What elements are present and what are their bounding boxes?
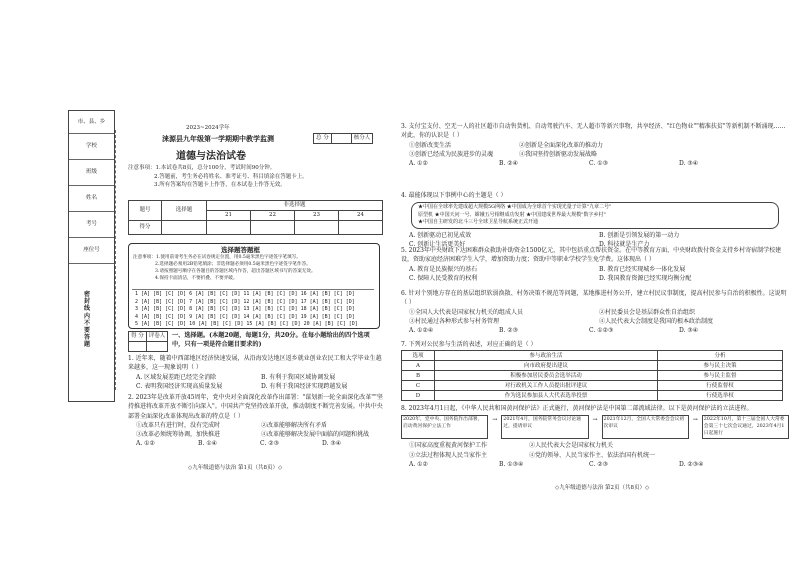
option[interactable]: ①全国人大代表是国家权力机关的组成人员 xyxy=(409,308,524,316)
table-cell: A xyxy=(402,361,435,371)
option[interactable]: C. 创新让生活更美好 xyxy=(409,241,466,249)
table-cell: 参与民主决策 xyxy=(658,361,783,371)
instruction-item: 2.选择题必须用2B铅笔填涂；非选择题必须用0.5毫米黑色字迹签字笔作答。 xyxy=(155,261,311,267)
table-cell: 积极参加居民委员会选举活动 xyxy=(435,371,658,381)
binding-sidebar xyxy=(68,110,115,402)
seal-line xyxy=(115,130,116,390)
arrow-icon: → xyxy=(492,416,498,424)
question-7 xyxy=(401,340,789,401)
answer-choice[interactable]: C. ①③ xyxy=(589,160,608,168)
checker-label: 核分人 xyxy=(351,134,373,144)
answer-choice[interactable]: B. ①③④ xyxy=(499,461,524,468)
answer-choice[interactable]: C. ②③ xyxy=(589,461,608,468)
question-1 xyxy=(128,354,383,391)
option[interactable]: B. 教育已经实现城乡一体化发展 xyxy=(599,265,686,273)
exam-title: 涞源县九年级第一学期期中教学监测 xyxy=(162,134,274,143)
answer-choice[interactable]: B. ①④ xyxy=(198,440,217,448)
answer-choice[interactable]: D. ③④ xyxy=(679,160,699,168)
option[interactable]: ④改革能够解决发展中面临的问题和挑战 xyxy=(261,431,370,439)
question-3 xyxy=(401,122,789,168)
answer-choice[interactable]: A. ①② xyxy=(409,461,428,468)
answer-choice[interactable]: C. ②③ xyxy=(260,440,279,448)
timeline-step: 2021年4月，国务院常务会议讨论通过，提请审议 xyxy=(501,415,588,439)
question-stem: 2. 2023年是改革开放45周年，党中央对全面深化改革作出部署："谋划新一轮全面深化改革""坚持推进将改革开放不断引向深入"。中国共产党坚持改革开放，推动制度不断完善发展。中共中央部署全面深化改革体现出改革的特点是（ ） xyxy=(128,394,383,420)
timeline-step: 2022年10月，第十三届全国人大常委会第三十七次会议通过，2023年4月1日起施行 xyxy=(702,415,789,439)
question-stem: 1. 近年来，随着中西部地区经济快速发展，从沿海发达地区返乡就业创业农民工和大学毕业生越来越多，这一现象说明（ ） xyxy=(128,355,382,372)
table-row xyxy=(402,381,783,391)
sidebar-class: 班级 xyxy=(69,159,114,186)
answer-row[interactable]: 4 [A] [B] [C] [D] 9 [A] [B] [C] [D] 14 [A] [B] [C] [D] 19 [A] [B] [C] [D] xyxy=(135,313,355,320)
answer-choice[interactable]: D. ③④ xyxy=(679,327,699,335)
option[interactable]: ③改革必须统筹协调，加快推进 xyxy=(136,431,221,439)
question-6 xyxy=(401,289,789,335)
answer-bubbles xyxy=(135,291,358,329)
q7-table xyxy=(401,350,783,401)
arrow-icon: → xyxy=(592,416,598,424)
table-row xyxy=(402,391,783,401)
page-footer: ◇九年级道德与法治 第1页（共8页）◇ xyxy=(188,465,283,471)
option[interactable]: ④人民代表大会制度是我国的根本政治制度 xyxy=(599,317,714,325)
example-line: ★中国自主研发的北斗三号全球卫星导航系统正式开通 xyxy=(418,219,539,226)
option[interactable]: ②人民代表大会是国家权力机关 xyxy=(529,442,614,450)
table-cell: 向市政府提出建议 xyxy=(435,361,658,371)
table-cell: C xyxy=(402,381,435,391)
score-table-subheader: 23 xyxy=(295,211,339,221)
total-score-label: 总 分 xyxy=(314,134,332,144)
score-table-subheader: 24 xyxy=(339,211,383,221)
answer-row[interactable]: 3 [A] [B] [C] [D] 8 [A] [B] [C] [D] 13 [A] [B] [C] [D] 18 [A] [B] [C] [D] xyxy=(135,306,355,312)
table-row xyxy=(402,361,783,371)
question-stem: 6. 针对个别地方存在的基层组织软弱涣散、村务决策不规范等问题，某地推进村务公开，建立村民议事制度，提高村民参与自治的积极性。这说明（ ） xyxy=(401,290,787,307)
answer-choice[interactable]: A. ①② xyxy=(136,440,155,448)
option[interactable]: ②村民委员会是基层群众性自治组织 xyxy=(599,308,696,316)
table-cell: D xyxy=(402,391,435,401)
example-line: 原型机 ★中国天问一号、嫦娥五号相继成功发射 ★中国建成世界最大规模"数字乡村" xyxy=(418,211,606,218)
instruction-item: 4.保持卡面清洁，不要折叠、不要弄破。 xyxy=(155,275,238,281)
arrow-icon: → xyxy=(692,416,698,424)
answer-card-title: 选择题答题框 xyxy=(221,246,260,254)
section-grader-label: 评卷人 xyxy=(146,332,168,342)
instruction-item: 注意事项：1.使用前请考生务必在试卷规定位置，用0.5毫米黑色字迹签字笔填写。 xyxy=(133,255,301,260)
option[interactable]: ②改革能够解决所有矛盾 xyxy=(261,421,328,429)
answer-card-instructions xyxy=(133,255,373,283)
option[interactable]: C. 表明我国经济实现高质量发展 xyxy=(136,382,223,390)
right-page xyxy=(397,0,794,561)
section-title: 一、选择题。(本题20题，每题1分，共20分。在每小题给出的四个选项中，只有一项是符合题目要求的) xyxy=(172,332,370,349)
score-table-header: 非选择题 xyxy=(207,201,383,211)
note-item: 3.所有答案均在答题卡上作答，在本试卷上作答无效。 xyxy=(154,182,286,189)
option[interactable]: A. 区域发展差距已经完全消除 xyxy=(136,373,217,381)
option[interactable]: ①国家高度重视黄河保护工作 xyxy=(409,442,488,450)
question-4 xyxy=(401,191,789,249)
option[interactable]: ③立法过程体现人民当家作主 xyxy=(409,451,488,459)
example-line: ★中国在全球率先建成超大规模5G网络 ★中国成为全球首个实现光量子计算"九章二号" xyxy=(418,204,612,211)
timeline-step: 2021年12月，全国人大常委会会议初次审议 xyxy=(602,415,689,439)
sidebar-seat-no: 座位号 xyxy=(69,237,114,264)
table-cell: 对行政机关工作人员提出批评建议 xyxy=(435,381,658,391)
total-score-box xyxy=(313,133,373,144)
question-8 xyxy=(401,404,789,469)
option[interactable]: B. 创新是引领发展的第一动力 xyxy=(599,231,680,239)
page-footer: ◇九年级道德与法治 第2页（共8页）◇ xyxy=(555,485,650,491)
score-table-subheader: 21 xyxy=(207,211,251,221)
school-year: 2023~2024学年 xyxy=(186,125,230,131)
option[interactable]: ①创新改变生活 xyxy=(409,141,452,149)
option[interactable]: ③创新已经成为民族进步的灵魂 xyxy=(409,150,494,158)
subject-title: 道德与法治试卷 xyxy=(176,151,246,162)
option[interactable]: B. 有利于我国区域协调发展 xyxy=(261,373,336,381)
question-stem: 7. 下列对公民参与生活的表述，对应正确的是（ ） xyxy=(401,341,537,348)
table-cell: B xyxy=(402,371,435,381)
option[interactable]: ④党的领导、人民当家作主、依法治国有机统一 xyxy=(529,451,656,459)
answer-choice[interactable]: D. ③④ xyxy=(322,440,342,448)
question-stem: 8. 2023年4月1日起，《中华人民共和国黄河保护法》正式施行，黄河保护法是中国第二部流域法律。以下是黄河保护法的立法进程。 xyxy=(401,405,753,412)
answer-row[interactable]: 2 [A] [B] [C] [D] 7 [A] [B] [C] [D] 12 [A] [B] [C] [D] 17 [A] [B] [C] [D] xyxy=(135,298,355,305)
sidebar-school: 学校 xyxy=(69,133,114,160)
table-cell: 行使选举权 xyxy=(658,391,783,401)
sidebar-seal-warning: 密封线内不要答题 xyxy=(84,291,91,349)
instruction-item: 3.请按照题号顺序在各题目的答题区域内作答，超出答题区域书写的答案无效。 xyxy=(155,268,316,274)
q4-example-box xyxy=(411,202,779,229)
option[interactable]: ①改革只有进行时，没有完成时 xyxy=(136,421,221,429)
answer-row[interactable]: 1 [A] [B] [C] [D] 6 [A] [B] [C] [D] 11 [A] [B] [C] [D] 16 [A] [B] [C] [D] xyxy=(135,291,355,297)
table-row xyxy=(402,371,783,381)
option[interactable]: A. 创新驱动已初见成效 xyxy=(409,231,472,239)
table-cell: 参与民主监督 xyxy=(658,371,783,381)
answer-choice[interactable]: B. ②④ xyxy=(499,160,518,168)
note-item: 注意事项：1.本试卷共8页，总分100分，考试时间90分钟。 xyxy=(128,165,276,171)
answer-choice[interactable]: B. ②③ xyxy=(499,327,518,335)
question-5 xyxy=(401,246,789,283)
sidebar-name: 姓名 xyxy=(69,185,114,212)
question-stem: 5. 2023年中央财政下达困难群众救助补助资金1500亿元，其中包括重点帮扶资金。在中等教育方面，中央财政拨付资金支持乡村寄宿制学校建设，资助家庭经济困难学生入学，增加资助力度；资助中等职业学校学生免学费。这体现出（ ） xyxy=(401,247,782,264)
q8-timeline xyxy=(401,415,789,439)
option[interactable]: A. 教育是民族振兴的基石 xyxy=(409,265,478,273)
score-table xyxy=(128,200,383,235)
table-header: 选项 xyxy=(402,351,435,361)
option[interactable]: ③村民通过各种形式参与村务管理 xyxy=(409,317,500,325)
table-header: 参与政治生活 xyxy=(435,351,658,361)
section-score-label: 得 分 xyxy=(129,332,147,342)
answer-choice[interactable]: C. ①②③ xyxy=(589,327,614,335)
score-table-subheader: 22 xyxy=(251,211,295,221)
question-stem: 3. 支付宝支付、空无一人的社区超市自动售货机、自动驾驶汽车、无人超市等新兴事物，共享经济、"红色物业""精准扶贫"等新机制不断涌现……对此，你的认识是（ ） xyxy=(401,123,786,140)
score-row-label: 得分 xyxy=(129,221,162,235)
note-item: 2.答题前，考生务必将姓名、准考证号、科目填涂在答题卡上。 xyxy=(154,173,308,180)
score-table-header: 题号 xyxy=(129,201,162,221)
question-2 xyxy=(128,393,383,449)
section-score-box xyxy=(128,331,168,352)
score-table-header: 选择题 xyxy=(162,201,207,221)
sidebar-region-label: 市、县、乡 xyxy=(69,111,114,134)
table-header: 分析 xyxy=(658,351,783,361)
answer-choice[interactable]: D. ②③④ xyxy=(679,461,704,468)
answer-card xyxy=(128,243,380,329)
option[interactable]: ②创新是全面深化改革的推动力 xyxy=(519,141,604,149)
answer-row[interactable]: 5 [A] [B] [C] [D] 10 [A] [B] [C] [D] 15 [A] [B] [C] [D] 20 [A] [B] [C] [D] xyxy=(135,321,358,327)
option[interactable]: D. 我国教育资源已经实现均衡分配 xyxy=(599,274,692,282)
option[interactable]: D. 有利于我国经济实现跨越发展 xyxy=(261,382,348,390)
option[interactable]: ④我国坚持创新驱动发展战略 xyxy=(519,150,598,158)
answer-choice[interactable]: A. ①② xyxy=(409,160,428,168)
question-stem: 4. 最能体现以下事例中心的主题是（ ） xyxy=(401,192,507,199)
option[interactable]: C. 保障人民受教育的权利 xyxy=(409,274,478,282)
table-cell: 作为选民参加县人大代表选举投票 xyxy=(435,391,658,401)
sidebar-exam-no: 考号 xyxy=(69,211,114,238)
table-cell: 行使监督权 xyxy=(658,381,783,391)
option[interactable]: D. 科技就是生产力 xyxy=(599,241,650,249)
answer-choice[interactable]: A. ①②④ xyxy=(409,327,434,335)
timeline-step: 2020年，党中央、国务院作出部署，启动黄河保护立法工作 xyxy=(401,415,488,439)
notes xyxy=(128,164,378,190)
